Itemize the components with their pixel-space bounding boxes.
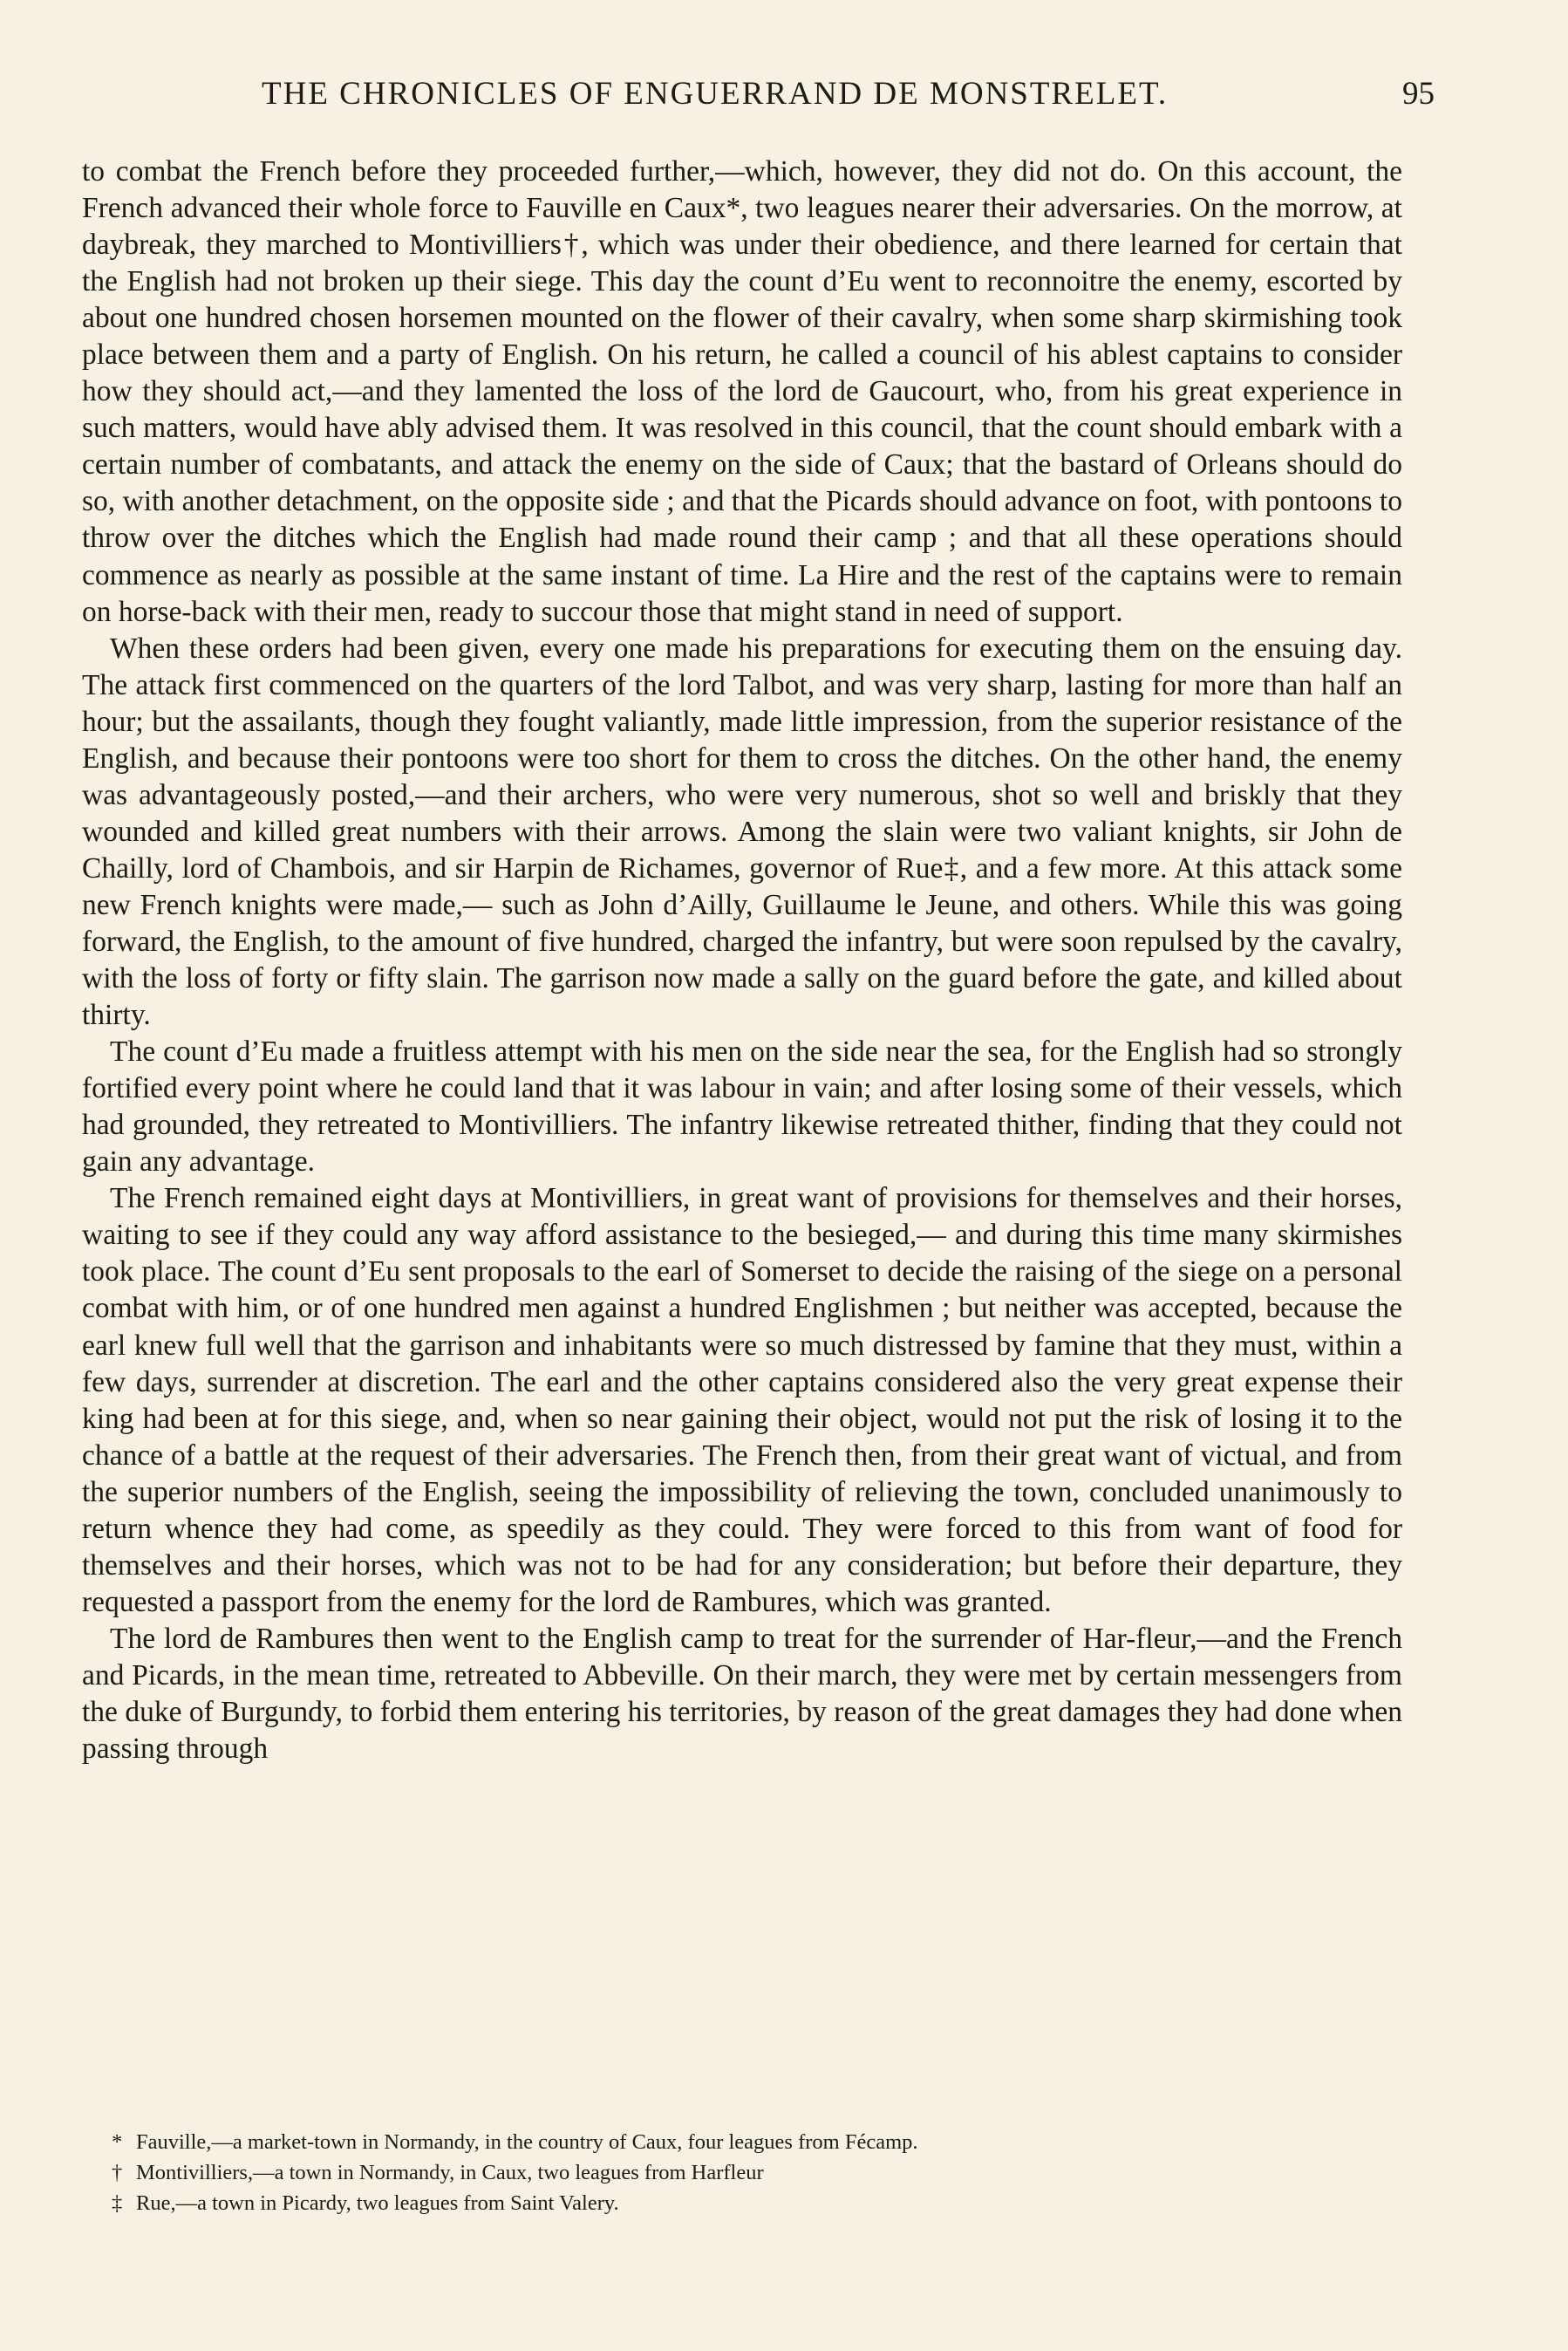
footnotes (112, 2127, 1376, 2218)
footnote-text: Rue,—a town in Picardy, two leagues from Saint Valery. (136, 2191, 619, 2215)
footnote (112, 2188, 1376, 2218)
footnote-marker: * (112, 2130, 123, 2154)
footnote (112, 2127, 1376, 2157)
paragraph: to combat the French before they proceeded further,—which, however, they did not do. On this account, the French advanced their whole force to Fauville en Caux*, two leagues nearer their adversaries. On the morrow, at daybreak, they marched to Montivilliers†, which was under their obedience, and there learned for certain that the English had not broken up their siege. This day the count d’Eu went to reconnoitre the enemy, escorted by about one hundred chosen horsemen mounted on the flower of their cavalry, when some sharp skirmishing took place between them and a party of English. On his return, he called a council of his ablest captains to consider how they should act,—and they lamented the loss of the lord de Gaucourt, who, from his great experience in such matters, would have ably advised them. It was resolved in this council, that the count should embark with a certain number of combatants, and attack the enemy on the side of Caux; that the bastard of Orleans should do so, with another detachment, on the opposite side ; and that the Picards should advance on foot, with pontoons to throw over the ditches which the English had made round their camp ; and that all these operations should commence as nearly as possible at the same instant of time. La Hire and the rest of the captains were to remain on horse-back with their men, ready to succour those that might stand in need of support. (82, 155, 1402, 628)
body-text (82, 154, 1402, 1767)
footnote-marker: † (112, 2161, 123, 2184)
footnote (112, 2157, 1376, 2188)
paragraph: The lord de Rambures then went to the English camp to treat for the surrender of Har-fleur,—and the French and Picards, in the mean time, retreated to Abbeville. On their march, they were met by certain messengers from the duke of Burgundy, to forbid them entering his territories, by reason of the great damages they had done when passing through (82, 1622, 1402, 1766)
footnote-text: Fauville,—a market-town in Normandy, in the country of Caux, four leagues from Fécamp. (136, 2130, 918, 2154)
paragraph: The count d’Eu made a fruitless attempt with his men on the side near the sea, for the English had so strongly fortified every point where he could land that it was labour in vain; and after losing some of their vessels, which had grounded, they retreated to Montivilliers. The infantry likewise retreated thither, finding that they could not gain any advantage. (82, 1035, 1402, 1179)
paragraph: The French remained eight days at Montivilliers, in great want of provisions for themselves and their horses, waiting to see if they could any way afford assistance to the besieged,— and during this time many skirmishes took place. The count d’Eu sent proposals to the earl of Somerset to decide the raising of the siege on a personal combat with him, or of one hundred men against a hundred Englishmen ; but neither was accepted, because the earl knew full well that the garrison and inhabitants were so much distressed by famine that they must, within a few days, surrender at discretion. The earl and the other captains considered also the very great expense their king had been at for this siege, and, when so near gaining their object, would not put the risk of losing it to the chance of a battle at the request of their adversaries. The French then, from their great want of victual, and from the superior numbers of the English, seeing the impossibility of relieving the town, concluded unanimously to return whence they had come, as speedily as they could. They were forced to this from want of food for themselves and their horses, which was not to be had for any consideration; but before their departure, they requested a passport from the enemy for the lord de Rambures, which was granted. (82, 1182, 1402, 1618)
running-title: THE CHRONICLES OF ENGUERRAND DE MONSTRELET. (262, 76, 1169, 112)
page-number: 95 (1402, 76, 1435, 112)
footnote-text: Montivilliers,—a town in Normandy, in Caux, two leagues from Harfleur (136, 2161, 764, 2184)
paragraph: When these orders had been given, every one made his preparations for executing them on the ensuing day. The attack first commenced on the quarters of the lord Talbot, and was very sharp, lasting for more than half an hour; but the assailants, though they fought valiantly, made little impression, from the superior resistance of the English, and because their pontoons were too short for them to cross the ditches. On the other hand, the enemy was advantageously posted,—and their archers, who were very numerous, shot so well and briskly that they wounded and killed great numbers with their arrows. Among the slain were two valiant knights, sir John de Chailly, lord of Chambois, and sir Harpin de Richames, governor of Rue‡, and a few more. At this attack some new French knights were made,— such as John d’Ailly, Guillaume le Jeune, and others. While this was going forward, the English, to the amount of five hundred, charged the infantry, but were soon repulsed by the cavalry, with the loss of forty or fifty slain. The garrison now made a sally on the guard before the gate, and killed about thirty. (82, 632, 1402, 1032)
running-head (262, 75, 1435, 117)
footnote-marker: ‡ (112, 2191, 123, 2215)
